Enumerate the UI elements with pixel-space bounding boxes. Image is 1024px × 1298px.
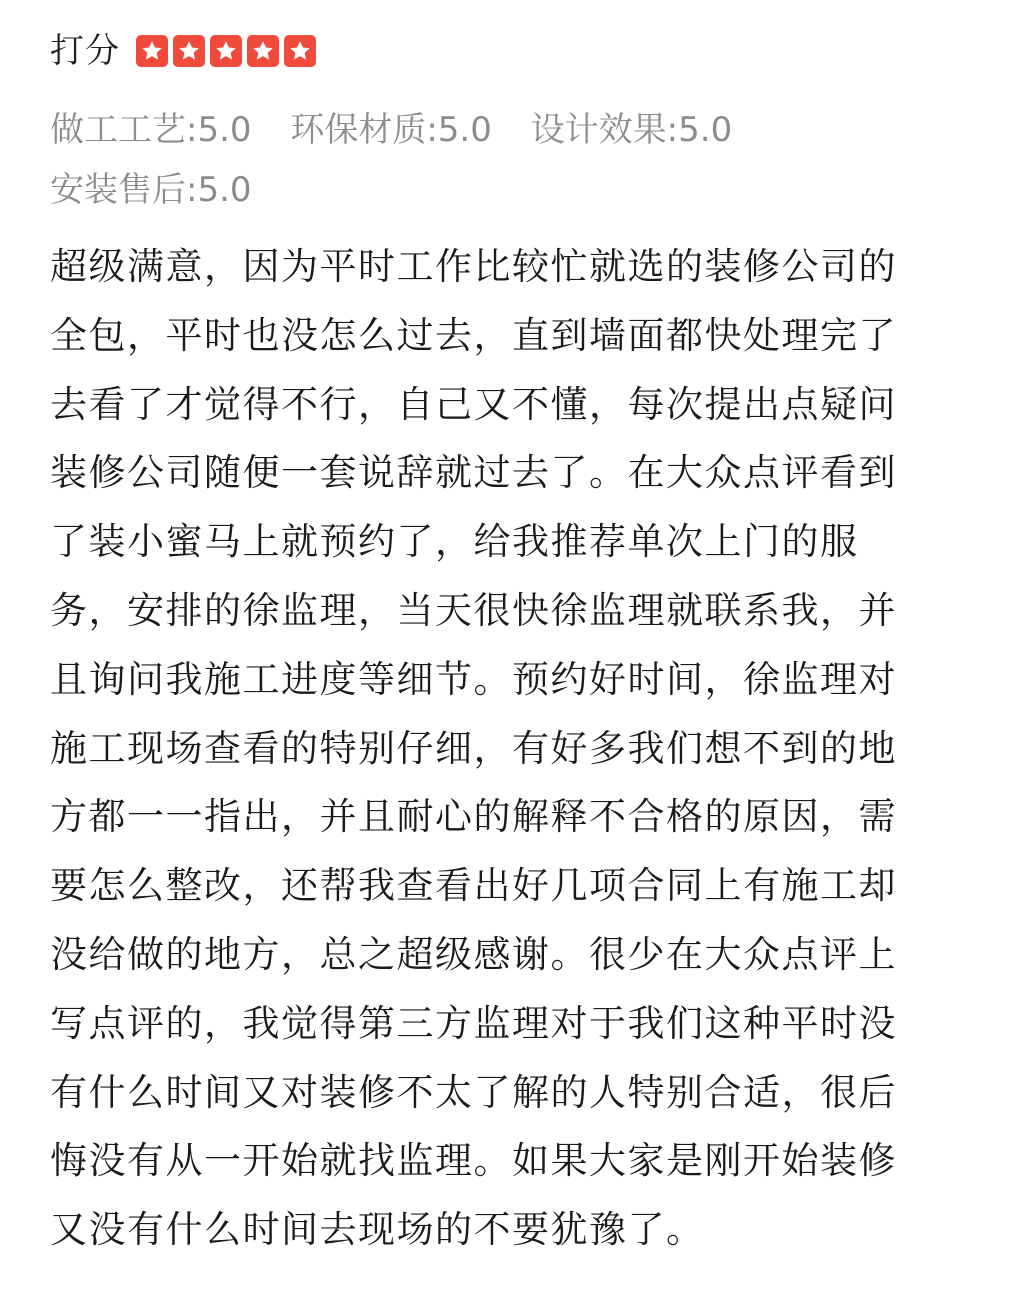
review-line: 施工现场查看的特别仔细，有好多我们想不到的地 (50, 726, 897, 770)
star-icon (136, 35, 168, 67)
review-line: 超级满意，因为平时工作比较忙就选的装修公司的 (50, 245, 897, 288)
score-line-1 (50, 100, 980, 160)
star-rating (136, 35, 316, 67)
review-line: 没给做的地方，总之超级感谢。很少在大众点评上 (50, 932, 897, 976)
review-line: 要怎么整改，还帮我查看出好几项合同上有施工却 (50, 864, 897, 908)
score-workmanship: 做工工艺:5.0 (50, 110, 252, 150)
review-line: 方都一一指出，并且耐心的解释不合格的原因，需 (50, 795, 897, 839)
rating-label: 打分 (50, 31, 120, 71)
rating-row (50, 26, 316, 76)
review-line: 写点评的，我觉得第三方监理对于我们这种平时没 (50, 1001, 897, 1045)
star-icon (173, 35, 205, 67)
review-line: 悔没有从一开始就找监理。如果大家是刚开始装修 (50, 1139, 897, 1183)
review-line: 务，安排的徐监理，当天很快徐监理就联系我，并 (50, 588, 897, 632)
review-line: 全包，平时也没怎么过去，直到墙面都快处理完了 (50, 313, 897, 357)
score-design: 设计效果:5.0 (530, 110, 733, 150)
review-line: 装修公司随便一套说辞就过去了。在大众点评看到 (50, 451, 897, 495)
review-line: 有什么时间又对装修不太了解的人特别合适，很后 (50, 1070, 897, 1114)
star-icon (247, 35, 279, 67)
review-text (50, 233, 1010, 1265)
sub-scores (50, 100, 980, 220)
review-line: 且询问我施工进度等细节。预约好时间，徐监理对 (50, 657, 897, 701)
score-line-2 (50, 160, 980, 220)
score-installation: 安装售后:5.0 (50, 170, 252, 210)
star-icon (284, 35, 316, 67)
star-icon (210, 35, 242, 67)
review-line: 了装小蜜马上就预约了，给我推荐单次上门的服 (50, 520, 859, 564)
review-line: 又没有什么时间去现场的不要犹豫了。 (50, 1208, 705, 1252)
score-materials: 环保材质:5.0 (290, 110, 492, 150)
review-line: 去看了才觉得不行，自己又不懂，每次提出点疑问 (50, 382, 897, 426)
